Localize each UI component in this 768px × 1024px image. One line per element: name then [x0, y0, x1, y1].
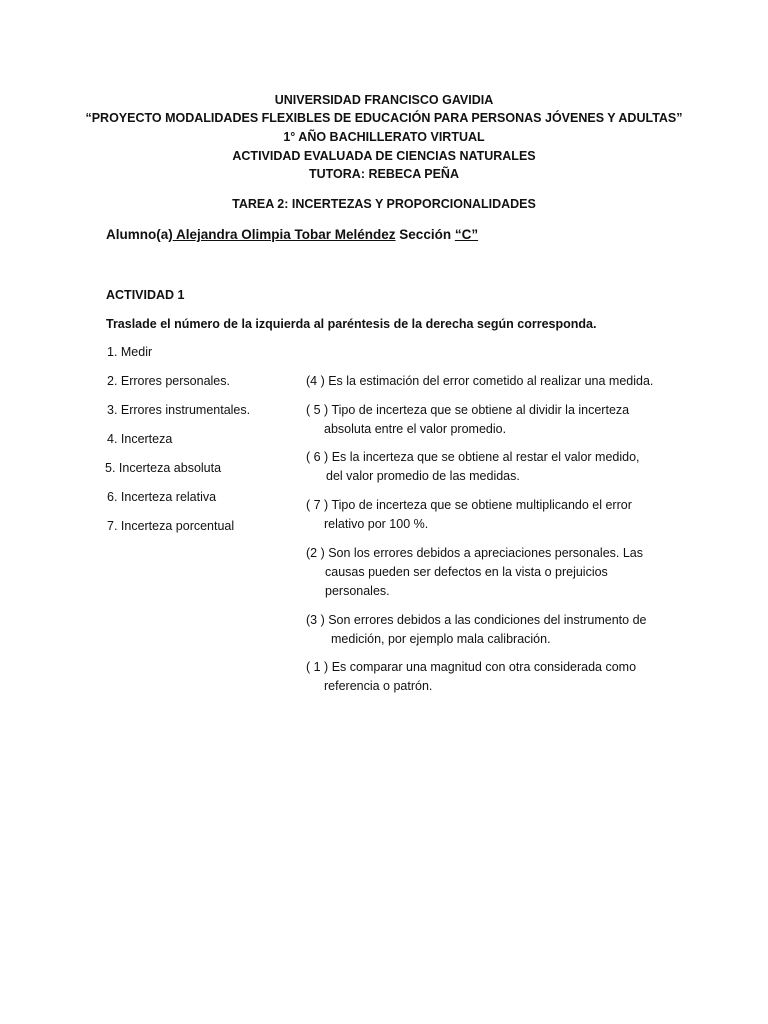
left-item: 1. Medir — [107, 345, 153, 359]
definition-line: ( 1 ) Es comparar una magnitud con otra considerada como — [306, 660, 637, 674]
left-item: 6. Incerteza relativa — [107, 490, 217, 504]
university-name: UNIVERSIDAD FRANCISCO GAVIDIA — [274, 93, 494, 107]
student-line — [106, 227, 478, 243]
instruction-text: Traslade el número de la izquierda al paréntesis de la derecha según corresponda. — [106, 317, 597, 331]
definition-line: ( 7 ) Tipo de incerteza que se obtiene multiplicando el error — [306, 498, 632, 512]
student-name: Alejandra Olimpia Tobar Meléndez — [172, 227, 396, 242]
project-name: “PROYECTO MODALIDADES FLEXIBLES DE EDUCACIÓN PARA PERSONAS JÓVENES Y ADULTAS” — [85, 111, 683, 125]
definition-item — [306, 546, 643, 598]
student-label: Alumno(a — [106, 227, 169, 242]
definition-item — [306, 450, 640, 483]
section-value: “C” — [454, 227, 479, 242]
left-item: 2. Errores personales. — [107, 374, 230, 388]
section-label: Sección — [395, 227, 455, 242]
definition-line: (2 ) Son los errores debidos a apreciaciones personales. Las — [306, 546, 643, 560]
definition-line: (4 ) Es la estimación del error cometido al realizar una medida. — [306, 374, 654, 388]
definition-item — [306, 660, 636, 693]
definition-line: absoluta entre el valor promedio. — [324, 422, 507, 436]
task-title: TAREA 2: INCERTEZAS Y PROPORCIONALIDADES — [232, 197, 536, 211]
left-item: 4. Incerteza — [107, 432, 173, 446]
definition-item — [306, 374, 653, 388]
tutor-line: TUTORA: REBECA PEÑA — [308, 167, 459, 181]
definition-line: medición, por ejemplo mala calibración. — [331, 632, 551, 646]
definition-line: ( 6 ) Es la incerteza que se obtiene al restar el valor medido, — [306, 450, 640, 464]
left-item: 5. Incerteza absoluta — [105, 461, 222, 475]
definition-line: causas pueden ser defectos en la vista o prejuicios — [325, 565, 608, 579]
definition-line: referencia o patrón. — [324, 679, 433, 693]
student-label-paren: ) — [168, 227, 173, 242]
definition-line: personales. — [325, 584, 390, 598]
definition-item — [306, 613, 646, 646]
definition-item — [306, 403, 629, 436]
definition-line: ( 5 ) Tipo de incerteza que se obtiene al dividir la incerteza — [306, 403, 630, 417]
definition-line: relativo por 100 %. — [324, 517, 429, 531]
year-level: 1° AÑO BACHILLERATO VIRTUAL — [283, 130, 485, 144]
definition-line: (3 ) Son errores debidos a las condiciones del instrumento de — [306, 613, 647, 627]
left-item: 3. Errores instrumentales. — [107, 403, 251, 417]
activity-heading: ACTIVIDAD EVALUADA DE CIENCIAS NATURALES — [232, 149, 536, 163]
definition-item — [306, 498, 632, 531]
activity-title: ACTIVIDAD 1 — [106, 288, 185, 302]
definition-line: del valor promedio de las medidas. — [326, 469, 520, 483]
left-item: 7. Incerteza porcentual — [107, 519, 235, 533]
